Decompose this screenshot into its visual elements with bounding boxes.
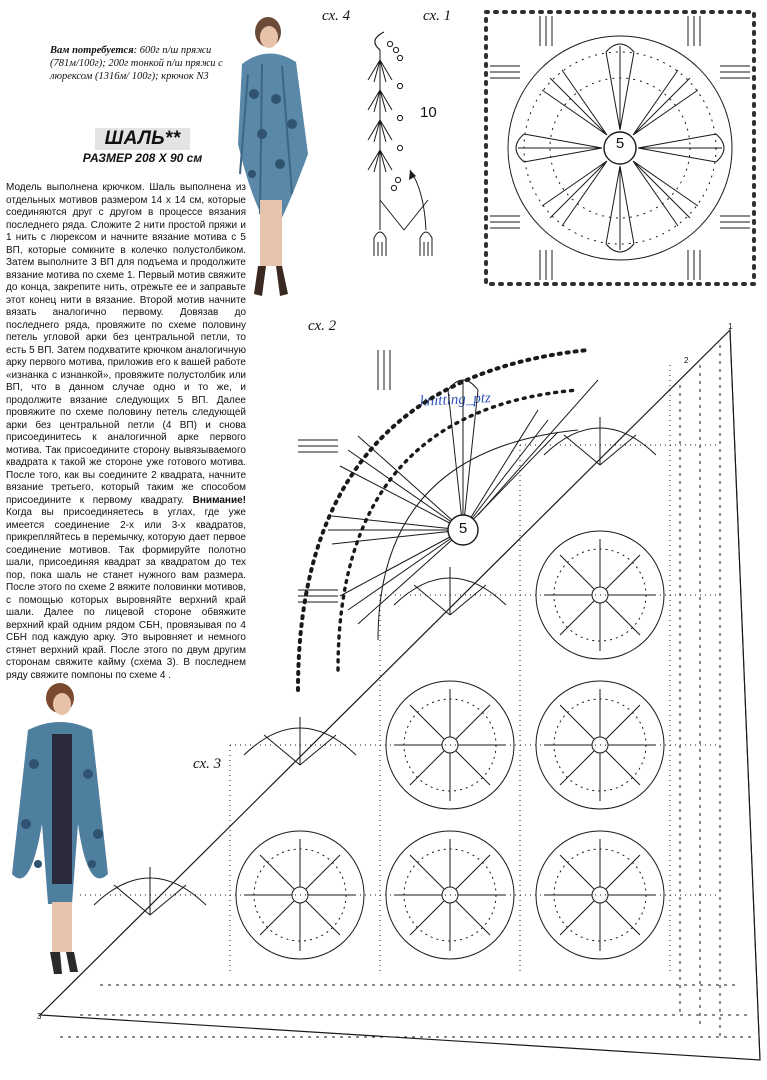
materials-text: : 600г п/ш пряжи (781м/100г); 200г тонкой п/ш пряжи с люрексом (1316м/ 100г); крючок N3 (50, 45, 223, 82)
title-block (40, 128, 245, 165)
scheme-1-center-ring: 5 (615, 135, 625, 152)
attention-label: Внимание! (192, 494, 246, 506)
instructions-part2: Когда вы присоединяетесь в углах, где уже имеется соединение 2-х или 3-х квадратов, прикрепляйтесь в перемычку, которую дает первое соединение мотивов. Так формируйте полотно шали, присоединяя квадрат за квадратом до тех пор, пока шаль не станет нужного вам размера. После этого по схеме 2 вяжите половинки мотивов, с помощью которых выровняйте верхний край шали. Далее по лицевой стороне обвяжите верхний край одним рядом СБН, провязывая по 4 СБН под каждую арку. Это выровняет и немного стянет верхний край. После этого по двум другим сторонам свяжите кайму (схема 3). В последнем ряду свяжите помпоны по схеме 4 . (6, 507, 246, 681)
scheme-4-label: сх. 4 (322, 8, 351, 24)
scheme-2-center-ring: 5 (458, 520, 468, 537)
materials-block (50, 44, 240, 83)
materials-label: Вам потребуется (50, 45, 134, 56)
scheme-2-label: сх. 2 (308, 318, 337, 334)
scheme-3-diagram (40, 325, 765, 1070)
scheme-3-label: сх. 3 (193, 756, 222, 772)
size-text: РАЗМЕР 208 Х 90 см (82, 151, 203, 165)
scheme-1-label: сх. 1 (423, 8, 452, 24)
watermark: knitting_ptz (419, 390, 492, 410)
edge-mark-3: 3 (37, 1012, 42, 1021)
instructions-part1: Модель выполнена крючком. Шаль выполнена из отдельных мотивов размером 14 х 14 см, которые соединяются друг с другом в процессе вязания последнего ряда. Сложите 2 нити простой пряжи и 1 нить с люрексом и начните вязание мотива с 5 ВП, которые сомкните в колечко полустолбиком. Затем выполните 3 ВП для подъема и продолжите вязание мотива по схеме 1. Первый мотив свяжите до конца, закрепите нить, отрежьте ее и заправьте этот конец нити в вязание. Второй мотив начните вязать аналогично первому. Довязав до последнего ряда, провяжите по схеме половину петель угловой арки без центральной петли, то есть 5 ВП. Затем подхватите крючком аналогичную арку первого мотива, приложив его к вашей работе «изнанка с изнанкой», провяжите полустолбик или ВП, что в данном случае одно и то же, и продолжите вязание следующих 5 ВП. Далее провяжите по схеме половину петель следующей арки без центральной петли (4 ВП) и снова присоединитесь к аналогичной арке первого мотива. Так присоедините сторону вывязываемого квадрата к такой же стороне уже готового мотива. После того, как вы соедините 2 квадрата, начните вязание третьего, который таким же способом присоедините к первому квадрату. (6, 182, 246, 506)
edge-mark-1: 1 (728, 322, 733, 331)
edge-mark-2: 2 (684, 356, 689, 365)
scheme-4-rows-count: 10 (420, 104, 437, 121)
scheme-4-diagram (360, 30, 450, 270)
model-photo-top (232, 4, 312, 314)
page-title: ШАЛЬ** (95, 128, 191, 150)
